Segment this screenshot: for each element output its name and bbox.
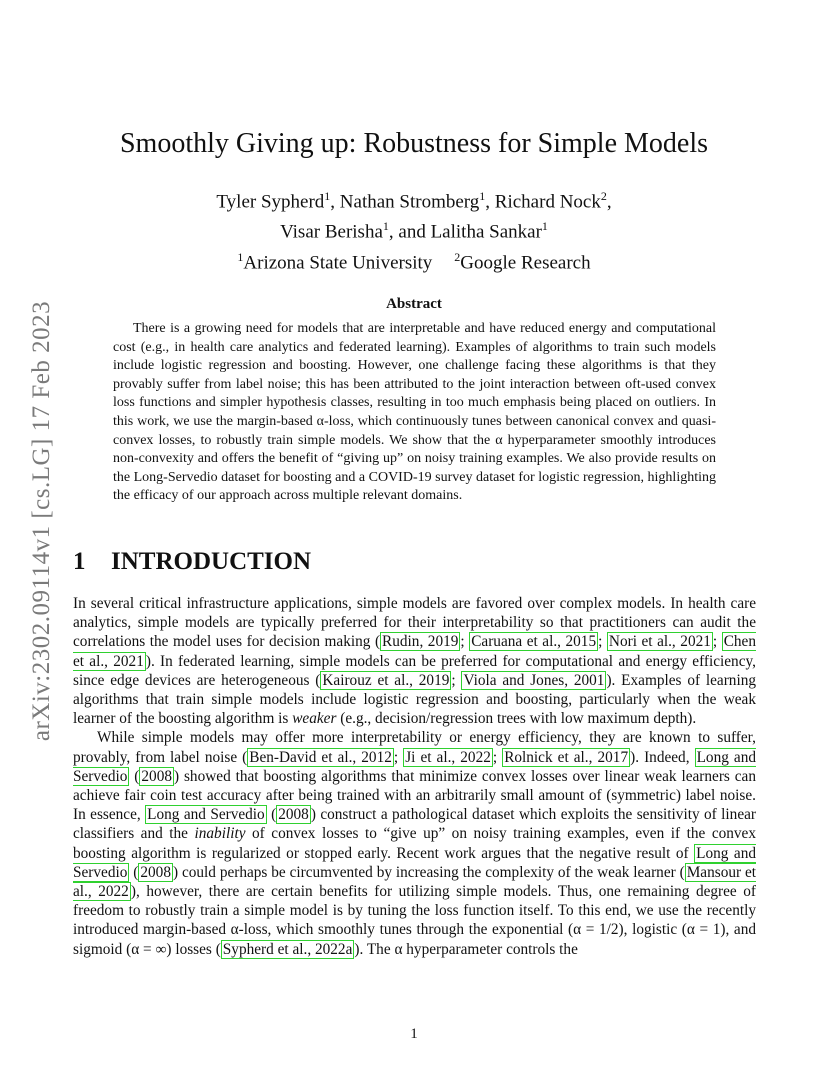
author-name: Lalitha Sankar [430, 221, 542, 243]
citation-year-link[interactable]: 2008 [141, 767, 172, 785]
affiliation-line [0, 245, 828, 275]
affiliation-marker: 2 [454, 249, 461, 264]
paragraph: While simple models may offer more interpretability or energy efficiency, they are known to suffer, provably, from label noise ( Ben-David et al., 2012 ; Ji et al., 2022 ; Rolnick et al., 2017 ). Indeed, Long and Servedio ( 2008 ) showed that boosting algorithms that minimize convex losses over linear weak learners can achieve fair coin test accuracy after being trained with an arbitrarily small amount of (symmetric) label noise. In essence, Long and Servedio ( 2008 ) construct a pathological dataset which exploits the sensitivity of linear classifiers and the inability of convex losses to “give up” on noisy training examples, even if the convex boosting algorithm is regularized or stopped early. Recent work argues that the negative result of Long and Servedio ( 2008 ) could perhaps be circumvented by increasing the complexity of the weak learner ( Mansour et al., 2022 ), however, there are certain benefits for utilizing simple models. Thus, one remaining degree of freedom to robustly train a simple model is by tuning the loss function itself. To this end, we use the recently introduced margin-based α-loss, which smoothly tunes through the exponential (α = 1/2), logistic (α = 1), and sigmoid (α = ∞) losses ( Sypherd et al., 2022a ). The α hyperparameter controls the [73, 729, 757, 958]
separator: , [485, 191, 495, 213]
affiliation-marker: 1 [382, 219, 389, 234]
paper-title: Smoothly Giving up: Robustness for Simple Models [119, 128, 709, 159]
author-name: Nathan Stromberg [339, 191, 480, 213]
citation-link[interactable]: Mansour et al., 2022 [73, 863, 757, 901]
paragraph: In several critical infrastructure applications, simple models are favored over complex models. In health care analytics, simple models are typically preferred for their interpretability so that practitioners can audit the correlations the model uses for decision making ( Rudin, 2019 ; Caruana et al., 2015 ; Nori et al., 2021 ; Chen et al., 2021 ). In federated learning, simple models can be preferred for computational and energy efficiency, since edge devices are heterogeneous ( Kairouz et al., 2019 ; Viola and Jones, 2001 ). Examples of learning algorithms that train simple models include logistic regression and boosting, particularly when the weak learner of the boosting algorithm is weaker (e.g., decision/regression trees with low maximum depth). [73, 595, 756, 728]
abstract-text: There is a growing need for models that are interpretable and have reduced energy and computational cost (e.g., in health care analytics and federated learning). Examples of algorithms to train such models include logistic regression and boosting. However, one challenge facing these algorithms is that they provably suffer from label noise; this has been attributed to the joint interaction between oft-used convex loss functions and simpler hypothesis classes, resulting in too much emphasis being placed on outliers. In this work, we use the margin-based α-loss, which continuously tunes between canonical convex and quasi-convex losses, to robustly train simple models. We show that the α hyperparameter smoothly introduces non-convexity and offers the benefit of “giving up” on noisy training examples. We also provide results on the Long-Servedio dataset for boosting and a COVID-19 survey dataset for logistic regression, highlighting the efficacy of our approach across multiple relevant domains. [113, 321, 716, 504]
section-heading [73, 548, 311, 576]
citation-link[interactable]: Long and Servedio [73, 844, 757, 881]
arxiv-identifier-stamp [24, 283, 60, 758]
citation-link[interactable]: Caruana et al., 2015 [471, 633, 597, 651]
citation-link[interactable]: Nori et al., 2021 [608, 633, 711, 651]
citation-link[interactable]: Long and Servedio [147, 806, 265, 824]
author-name: Richard Nock [494, 191, 601, 213]
affiliation-name: Google Research [460, 251, 591, 273]
affiliation-name: Arizona State University [243, 251, 433, 273]
section-title: INTRODUCTION [111, 548, 312, 575]
citation-link[interactable]: Long and Servedio [73, 748, 757, 785]
emphasis: weaker [292, 710, 337, 728]
citation-link[interactable]: Viola and Jones, 2001 [463, 671, 605, 689]
author-line-1 [0, 184, 828, 214]
separator: , [606, 191, 612, 213]
author-name: Tyler Sypherd [216, 191, 325, 213]
author-block [0, 184, 828, 275]
affiliation-marker: 1 [479, 189, 486, 203]
citation-link[interactable]: Ji et al., 2022 [405, 748, 491, 766]
citation-link[interactable]: Rolnick et al., 2017 [504, 748, 629, 766]
separator: , and [388, 221, 431, 243]
separator: , [330, 191, 340, 213]
affiliation-marker: 2 [600, 189, 607, 203]
abstract-heading: Abstract [386, 296, 442, 312]
arxiv-identifier-text: arXiv:2302.09114v1 [cs.LG] 17 Feb 2023 [28, 300, 55, 741]
introduction-body [73, 594, 756, 959]
affiliation-marker: 1 [324, 189, 331, 203]
citation-year-link[interactable]: 2008 [140, 863, 171, 881]
author-line-2 [0, 214, 828, 244]
page-number: 1 [410, 1026, 418, 1042]
author-name: Visar Berisha [280, 221, 383, 243]
citation-link[interactable]: Rudin, 2019 [382, 633, 459, 651]
citation-link[interactable]: Kairouz et al., 2019 [322, 671, 450, 689]
emphasis: inability [194, 825, 246, 843]
citation-link[interactable]: Chen et al., 2021 [73, 633, 756, 670]
affiliation-marker: 1 [541, 219, 548, 234]
section-number: 1 [73, 548, 86, 575]
citation-year-link[interactable]: 2008 [278, 806, 309, 824]
affiliation-marker: 1 [237, 249, 244, 264]
citation-link[interactable]: Sypherd et al., 2022a [222, 940, 353, 958]
citation-link[interactable]: Ben-David et al., 2012 [249, 748, 392, 766]
